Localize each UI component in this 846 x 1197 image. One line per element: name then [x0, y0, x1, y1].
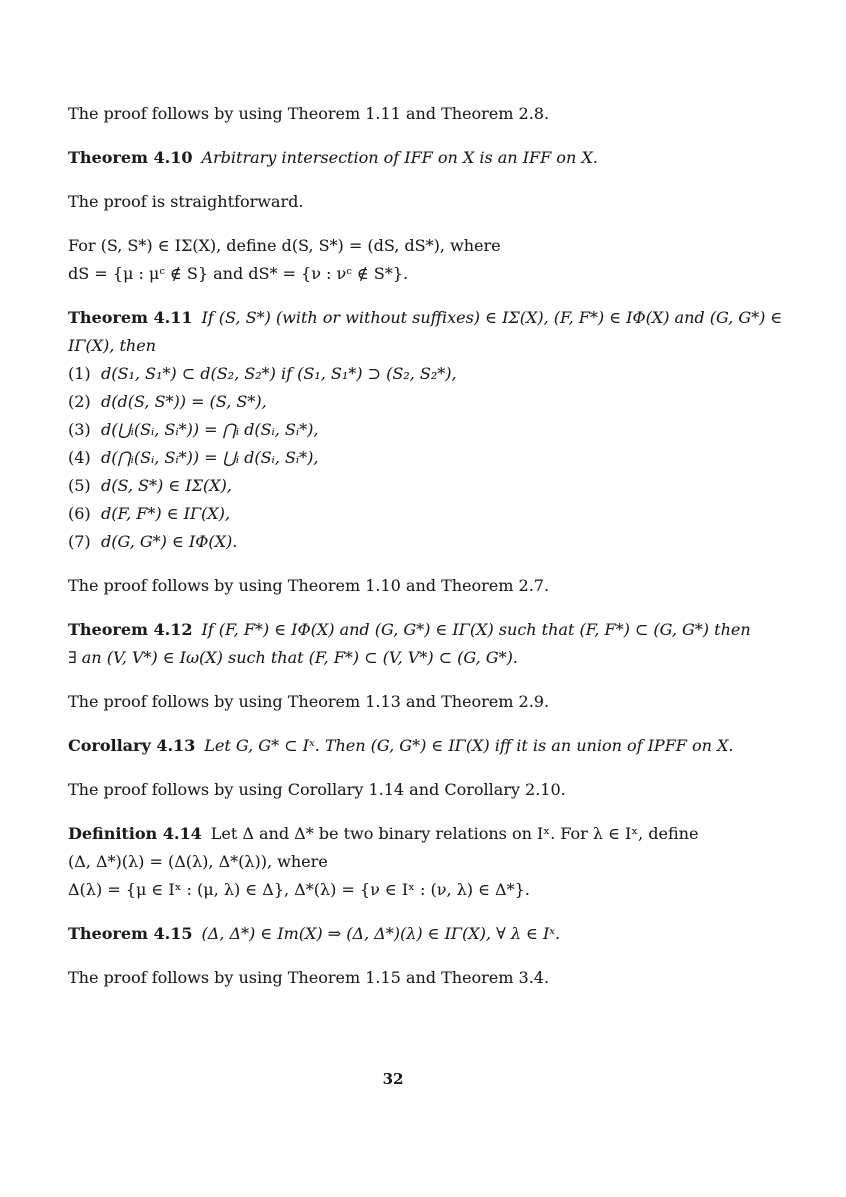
theorem-4-11-line-1 [68, 304, 783, 332]
theorem-4-12-block [68, 616, 780, 672]
proof-straightforward-note: The proof is straightforward. [68, 192, 304, 211]
theorem-4-10-block [68, 144, 780, 172]
theorem-4-10-statement: Arbitrary intersection of IFF on X is an IFF on X. [201, 148, 598, 167]
item-5-text: d(S, S*) ∈ IΣ(X), [101, 476, 232, 495]
item-6-text: d(F, F*) ∈ IΓ(X), [101, 504, 231, 523]
theorem-4-11-item-4 [68, 444, 780, 472]
item-7-text: d(G, G*) ∈ IΦ(X). [101, 532, 238, 551]
theorem-4-11-label: Theorem 4.11 [68, 308, 193, 327]
proof-note-theorem-1-11: The proof follows by using Theorem 1.11 and Theorem 2.8. [68, 104, 550, 123]
item-3-marker: (3) [68, 420, 91, 439]
corollary-4-13-statement: Let G, G* ⊂ Iˣ. Then (G, G*) ∈ IΓ(X) iff it is an union of IPFF on X. [204, 736, 734, 755]
definition-4-14-label: Definition 4.14 [68, 824, 202, 843]
corollary-4-13-label: Corollary 4.13 [68, 736, 196, 755]
theorem-4-10-label: Theorem 4.10 [68, 148, 193, 167]
item-5-marker: (5) [68, 476, 91, 495]
corollary-4-13-block [68, 732, 780, 760]
definition-4-14-block [68, 820, 780, 904]
theorem-4-11-block [68, 304, 783, 556]
theorem-4-15-label: Theorem 4.15 [68, 924, 193, 943]
page-number: 32 [382, 1070, 404, 1088]
definition-of-d-line-2: dS = {μ : μᶜ ∉ S} and dS* = {ν : νᶜ ∉ S*}. [68, 264, 409, 283]
proof-note-theorem-1-15: The proof follows by using Theorem 1.15 and Theorem 3.4. [68, 968, 550, 987]
item-3-text: d(⋃ᵢ(Sᵢ, Sᵢ*)) = ⋂ᵢ d(Sᵢ, Sᵢ*), [101, 420, 319, 439]
theorem-4-11-statement-part-2: IΓ(X), then [68, 336, 156, 355]
theorem-4-11-item-5 [68, 472, 780, 500]
theorem-4-12-statement-part-2: ∃ an (V, V*) ∈ Iω(X) such that (F, F*) ⊂ (V, V*) ⊂ (G, G*). [68, 648, 518, 667]
theorem-4-11-statement-part-1: If (S, S*) (with or without suffixes) ∈ IΣ(X), (F, F*) ∈ IΦ(X) and (G, G*) ∈ [201, 308, 783, 327]
theorem-4-15-statement: (Δ, Δ*) ∈ Im(X) ⇒ (Δ, Δ*)(λ) ∈ IΓ(X), ∀ λ ∈ Iˣ. [201, 924, 561, 943]
theorem-4-11-item-1 [68, 360, 780, 388]
item-2-text: d(d(S, S*)) = (S, S*), [101, 392, 267, 411]
theorem-4-11-item-7 [68, 528, 780, 556]
theorem-4-11-item-3 [68, 416, 780, 444]
item-1-text: d(S₁, S₁*) ⊂ d(S₂, S₂*) if (S₁, S₁*) ⊃ (S₂, S₂*), [101, 364, 457, 383]
definition-4-14-line-1 [68, 820, 780, 848]
document-page-content [68, 100, 783, 1008]
item-1-marker: (1) [68, 364, 91, 383]
theorem-4-12-label: Theorem 4.12 [68, 620, 193, 639]
proof-note-corollary-1-14: The proof follows by using Corollary 1.14 and Corollary 2.10. [68, 780, 566, 799]
proof-note-theorem-1-13: The proof follows by using Theorem 1.13 and Theorem 2.9. [68, 692, 550, 711]
theorem-4-12-statement-part-1: If (F, F*) ∈ IΦ(X) and (G, G*) ∈ IΓ(X) such that (F, F*) ⊂ (G, G*) then [201, 620, 751, 639]
item-4-marker: (4) [68, 448, 91, 467]
definition-4-14-statement-part-1: Let Δ and Δ* be two binary relations on Iˣ. For λ ∈ Iˣ, define [210, 824, 699, 843]
definition-4-14-line-3: Δ(λ) = {μ ∈ Iˣ : (μ, λ) ∈ Δ}, Δ*(λ) = {ν ∈ Iˣ : (ν, λ) ∈ Δ*}. [68, 880, 530, 899]
item-4-text: d(⋂ᵢ(Sᵢ, Sᵢ*)) = ⋃ᵢ d(Sᵢ, Sᵢ*), [101, 448, 319, 467]
proof-note-theorem-1-10: The proof follows by using Theorem 1.10 and Theorem 2.7. [68, 576, 550, 595]
item-7-marker: (7) [68, 532, 91, 551]
theorem-4-12-line-1 [68, 616, 780, 644]
item-2-marker: (2) [68, 392, 91, 411]
theorem-4-11-item-2 [68, 388, 780, 416]
theorem-4-15-block [68, 920, 780, 948]
definition-of-d-block [68, 232, 780, 288]
definition-of-d-line-1: For (S, S*) ∈ IΣ(X), define d(S, S*) = (dS, dS*), where [68, 236, 501, 255]
theorem-4-11-item-6 [68, 500, 780, 528]
definition-4-14-line-2: (Δ, Δ*)(λ) = (Δ(λ), Δ*(λ)), where [68, 852, 328, 871]
item-6-marker: (6) [68, 504, 91, 523]
